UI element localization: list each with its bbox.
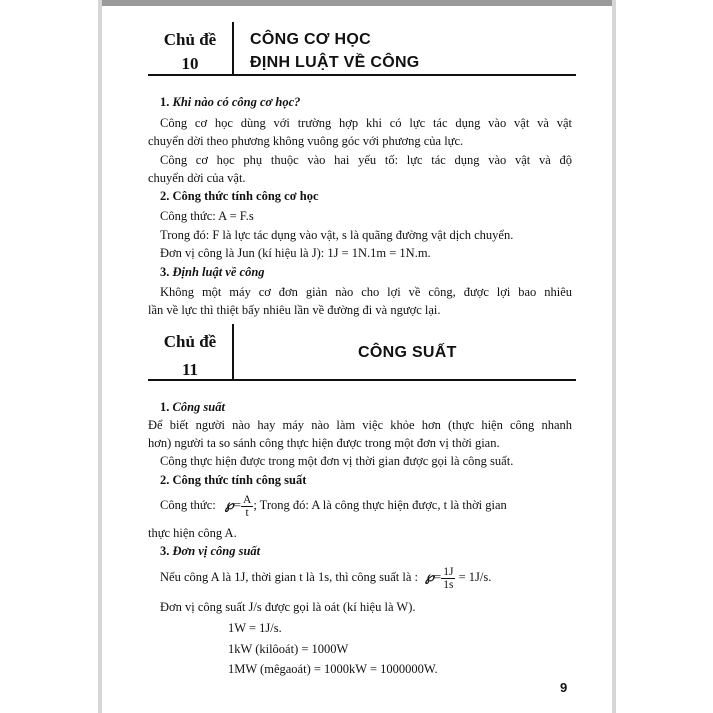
- power-unit-line2: Đơn vị công suất J/s được gọi là oát (kí hiệu là W).: [160, 600, 416, 614]
- power-unit-numerator: 1J: [443, 565, 454, 578]
- section-3-heading-num: 3.: [160, 265, 173, 279]
- power-unit-denominator: 1s: [443, 578, 454, 591]
- section-3-heading-text: Định luật về công: [172, 265, 265, 279]
- section-1-p2-line1: Công cơ học phụ thuộc vào hai yếu tố: lực tác dụng vào vật và độ: [160, 153, 572, 167]
- section-2-heading: 2. Công thức tính công cơ học: [160, 189, 319, 203]
- chapter-11-number-box: [148, 324, 234, 379]
- page-number: 9: [560, 680, 568, 695]
- power-formula-numerator: A: [243, 493, 252, 506]
- page-left-border: [98, 0, 102, 713]
- section-2-where: Trong đó: F là lực tác dụng vào vật, s là quãng đường vật dịch chuyển.: [160, 228, 514, 242]
- power-unit-fraction: [441, 566, 455, 591]
- chapter-11-title: CÔNG SUẤT: [358, 344, 457, 361]
- power-section-3-heading-num: 3.: [160, 544, 173, 558]
- power-formula-denominator: t: [245, 506, 249, 519]
- chapter-10-number: 10: [181, 54, 199, 73]
- power-unit-line1: [160, 563, 572, 591]
- page-top-border: [98, 0, 616, 6]
- section-2-unit: Đơn vị công là Jun (kí hiệu là J): 1J = 1N.1m = 1N.m.: [160, 246, 431, 260]
- page-right-border: [612, 0, 616, 713]
- chapter-11-label: Chủ đề: [163, 332, 217, 351]
- section-3-heading: [160, 263, 572, 281]
- power-unit-line1-suffix: = 1J/s.: [458, 570, 492, 584]
- power-conversion-1: 1W = 1J/s.: [228, 621, 282, 635]
- power-section-1-p2: Công thực hiện được trong một đơn vị thời gian được gọi là công suất.: [160, 454, 514, 468]
- power-unit-symbol: ℘: [425, 569, 435, 584]
- power-symbol: ℘: [224, 497, 234, 512]
- section-1-p1-line1: Công cơ học dùng với trường hợp khi có lực tác dụng vào vật và vật: [160, 116, 572, 130]
- section-3-line1: Không một máy cơ đơn giản nào cho lợi về công, được lợi bao nhiêu: [160, 285, 572, 299]
- section-3-line2: lần về lực thì thiệt bấy nhiêu lần về đường đi và ngược lại.: [148, 303, 441, 317]
- chapter-10-label: Chủ đề: [163, 30, 217, 49]
- power-unit-eq: =: [434, 570, 442, 584]
- power-formula-line2: thực hiện công A.: [148, 526, 237, 540]
- chapter-10-title-2: ĐỊNH LUẬT VỀ CÔNG: [250, 54, 420, 71]
- section-1-p1-line2: chuyển dời theo phương không vuông góc với phương của lực.: [148, 134, 464, 148]
- chapter-11-header: [148, 324, 576, 381]
- power-formula-suffix: ; Trong đó: A là công thực hiện được, t là thời gian: [253, 498, 507, 512]
- power-conversion-2: 1kW (kilôoát) = 1000W: [228, 642, 349, 656]
- chapter-10-number-box: [148, 22, 234, 74]
- power-section-1-heading-num: 1.: [160, 400, 173, 414]
- chapter-11-number: 11: [181, 360, 199, 379]
- power-section-1-p1-line2: hơn) người ta so sánh công thực hiện được trong một đơn vị thời gian.: [148, 436, 500, 450]
- section-1-heading-text: Khi nào có công cơ học?: [172, 95, 301, 109]
- power-formula-line: [160, 492, 572, 519]
- power-section-3-heading-text: Đơn vị công suất: [172, 544, 261, 558]
- power-unit-line1-prefix: Nếu công A là 1J, thời gian t là 1s, thì công suất là :: [160, 570, 418, 584]
- section-1-heading: [160, 93, 572, 111]
- chapter-10-header: [148, 22, 576, 76]
- power-section-3-heading: [160, 542, 572, 560]
- section-1-heading-num: 1.: [160, 95, 173, 109]
- chapter-10-title-1: CÔNG CƠ HỌC: [250, 31, 371, 48]
- power-formula-eq: =: [233, 498, 241, 512]
- section-1-p2-line2: chuyển dời của vật.: [148, 171, 246, 185]
- section-2-formula: Công thức: A = F.s: [160, 209, 254, 223]
- power-formula-prefix: Công thức:: [160, 498, 216, 512]
- power-section-1-heading-text: Công suất: [172, 400, 225, 414]
- power-section-1-heading: [160, 398, 572, 416]
- power-conversion-3: 1MW (mêgaoát) = 1000kW = 1000000W.: [228, 662, 438, 676]
- power-section-2-heading: 2. Công thức tính công suất: [160, 473, 307, 487]
- power-section-1-p1-line1: Để biết người nào hay máy nào làm việc khỏe hơn (thực hiện công nhanh: [148, 418, 572, 432]
- power-formula-fraction: [241, 494, 253, 519]
